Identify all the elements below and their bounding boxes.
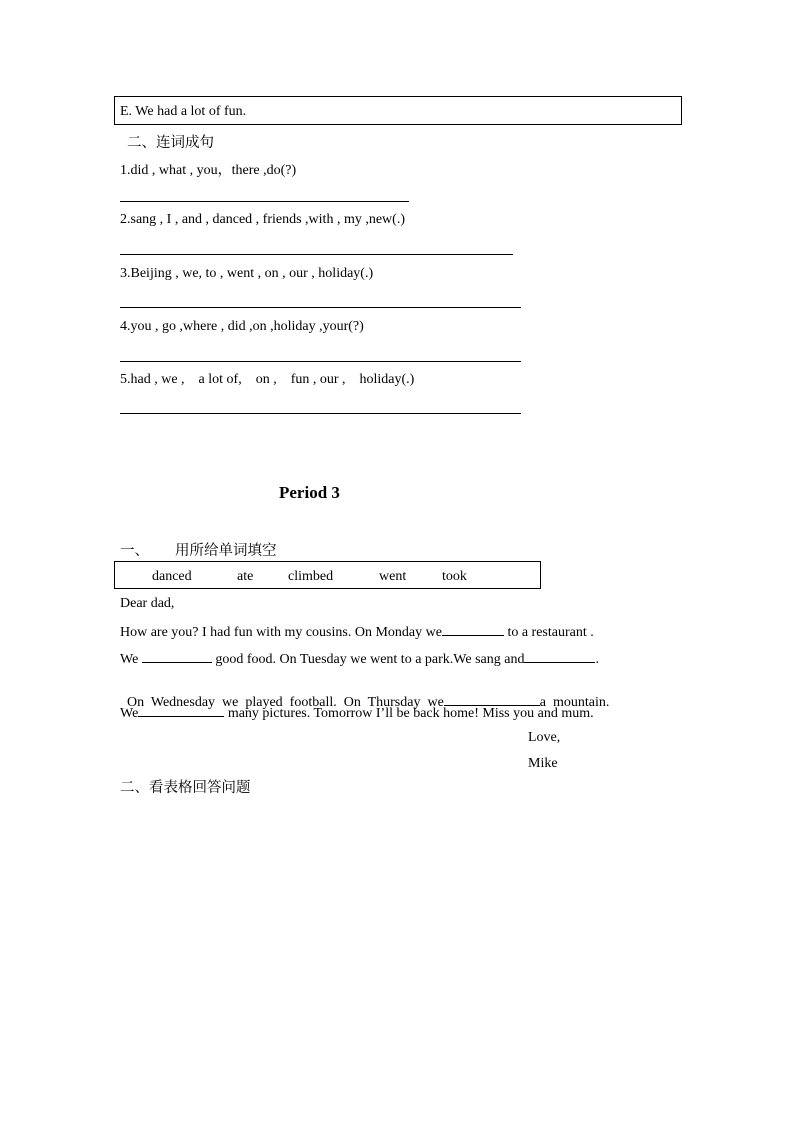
word-ate: ate: [237, 569, 254, 584]
blank-5[interactable]: [138, 704, 224, 717]
blank-3[interactable]: [524, 650, 595, 663]
word-went: went: [379, 569, 407, 584]
letter-line-1-text-a: How are you? I had fun with my cousins. On Monday we: [120, 625, 442, 640]
letter-line-1-text-b: to a restaurant .: [507, 625, 594, 640]
section-title-reorder: 二、连词成句: [127, 135, 214, 151]
letter-line-4-text-b: many pictures. Tomorrow I’ll be back home! Miss you and mum.: [227, 706, 594, 721]
letter-line-2-text-b: good food. On Tuesday we went to a park.We sang and: [215, 652, 525, 667]
letter-line-4: [120, 704, 594, 722]
answer-line-5[interactable]: [120, 413, 521, 414]
letter-line-3-text-b: a mountain.: [539, 695, 610, 710]
letter-line-1: [120, 623, 594, 641]
option-e: E. We had a lot of fun.: [120, 104, 247, 119]
reorder-item-1: 1.did , what , you，there ,do(?): [120, 163, 297, 178]
answer-line-2[interactable]: [120, 254, 513, 255]
letter-line-4-text-a: We: [120, 706, 139, 721]
part1-number: 一、: [120, 543, 149, 559]
letter-line-2-text-c: .: [595, 652, 599, 667]
answer-line-3[interactable]: [120, 307, 521, 308]
word-took: took: [442, 569, 467, 584]
word-danced: danced: [152, 569, 192, 584]
letter-signature: Mike: [528, 756, 558, 771]
period-heading: Period 3: [279, 483, 340, 502]
answer-line-1[interactable]: [120, 201, 409, 202]
word-climbed: climbed: [288, 569, 334, 584]
letter-line-2: [120, 650, 599, 668]
reorder-item-2: 2.sang , I , and , danced , friends ,with , my ,new(.): [120, 212, 405, 227]
letter-closing: Love,: [528, 730, 561, 745]
reorder-item-5: 5.had , we , a lot of, on , fun , our , holiday(.): [120, 372, 415, 387]
letter-line-3-text-a: On Wednesday we played football. On Thursday we: [127, 695, 444, 710]
letter-line-2-text-a: We: [120, 652, 139, 667]
blank-1[interactable]: [442, 623, 504, 636]
reorder-item-3: 3.Beijing , we, to , went , on , our , holiday(.): [120, 266, 374, 281]
answer-line-4[interactable]: [120, 361, 521, 362]
letter-salutation: Dear dad,: [120, 596, 175, 611]
part2-title: 二、看表格回答问题: [120, 780, 251, 796]
reorder-item-4: 4.you , go ,where , did ,on ,holiday ,your(?): [120, 319, 364, 334]
part1-title: 用所给单词填空: [175, 543, 277, 559]
blank-2[interactable]: [142, 650, 212, 663]
